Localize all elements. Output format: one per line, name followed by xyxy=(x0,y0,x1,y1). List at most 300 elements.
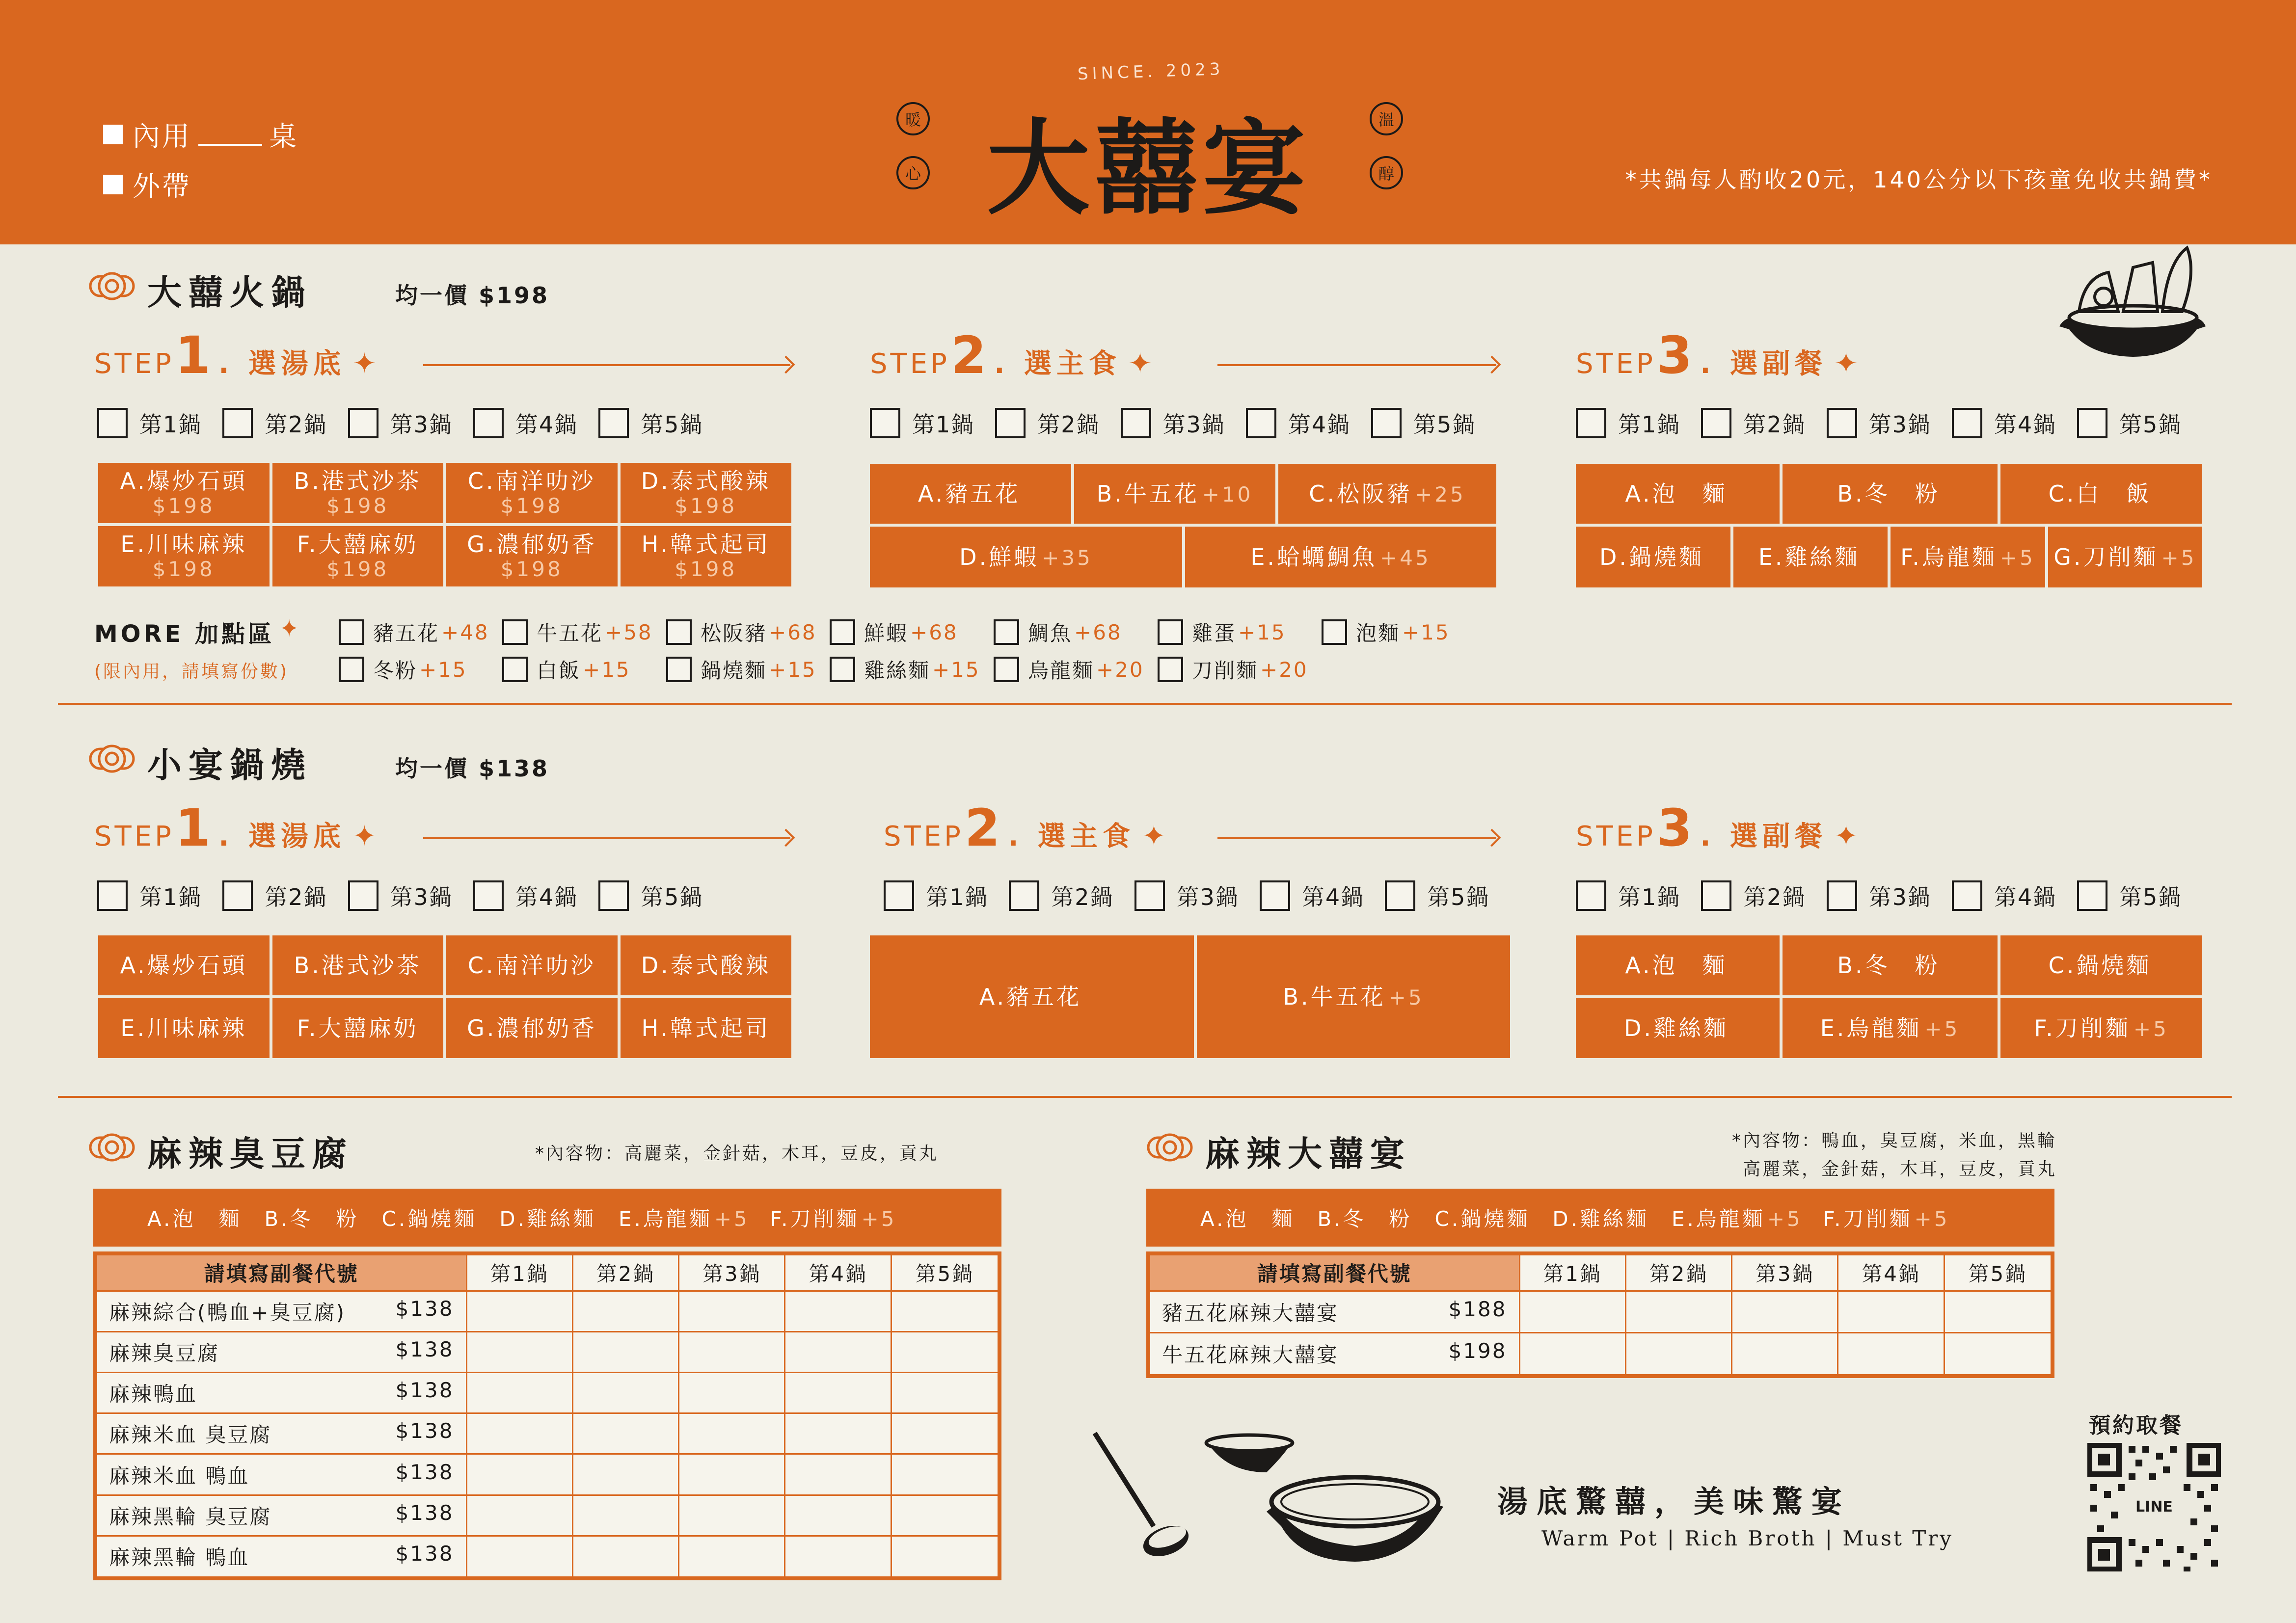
order-cell[interactable] xyxy=(679,1495,785,1536)
dish-name: 麻辣黑輪 臭豆腐 xyxy=(109,1504,272,1529)
pot-checkbox[interactable] xyxy=(97,407,202,439)
side-option[interactable] xyxy=(1891,527,2045,587)
pot-label: 第5鍋 xyxy=(2119,411,2182,438)
checkbox[interactable] xyxy=(1009,880,1039,911)
checkbox[interactable] xyxy=(1260,880,1290,911)
checkbox[interactable] xyxy=(473,408,504,438)
section-divider xyxy=(58,703,2232,705)
pot-label: 第5鍋 xyxy=(1427,884,1490,910)
step-number: 2 xyxy=(950,325,990,385)
pot-column-header: 第4鍋 xyxy=(785,1253,891,1291)
soup-option[interactable] xyxy=(272,526,444,586)
small-mains-grid xyxy=(870,935,1510,1058)
side-option[interactable] xyxy=(1733,527,1888,587)
order-cell[interactable] xyxy=(679,1372,785,1413)
dish-price: $188 xyxy=(1448,1297,1507,1321)
checkbox[interactable] xyxy=(598,408,629,438)
pot-checkbox[interactable] xyxy=(348,407,453,439)
order-cell[interactable] xyxy=(466,1413,572,1454)
pot-column-header: 第3鍋 xyxy=(1732,1253,1838,1291)
pot-checkbox[interactable] xyxy=(1385,879,1489,912)
main-option[interactable] xyxy=(1074,464,1275,524)
checkbox[interactable] xyxy=(994,657,1019,682)
side-option[interactable] xyxy=(1200,1203,1297,1232)
side-name: C.鍋燒麵 xyxy=(381,1207,477,1231)
side-name: A.泡 麵 xyxy=(1625,480,1728,507)
main-option[interactable] xyxy=(1185,527,1496,587)
dine-in-suffix: 桌 xyxy=(269,121,298,153)
main-name: D.鮮蝦 xyxy=(959,543,1039,570)
checkbox[interactable] xyxy=(995,408,1026,438)
addon-item[interactable] xyxy=(1158,655,1308,684)
side-name: D.鍋燒麵 xyxy=(1599,543,1704,570)
side-option[interactable] xyxy=(1576,935,1780,995)
order-cell[interactable] xyxy=(572,1536,678,1578)
addon-item[interactable] xyxy=(339,617,489,647)
order-cell[interactable] xyxy=(785,1413,891,1454)
hotpot-section-title: 大囍火鍋 xyxy=(147,272,312,313)
dine-in-option[interactable] xyxy=(103,115,298,154)
pot-label: 第1鍋 xyxy=(1618,884,1681,910)
main-option[interactable] xyxy=(1278,464,1496,524)
dish-cell xyxy=(95,1372,466,1413)
soup-option[interactable] xyxy=(621,998,792,1058)
dish-price: $138 xyxy=(395,1378,454,1403)
dish-name: 麻辣米血 鴨血 xyxy=(109,1463,250,1488)
dish-cell xyxy=(95,1413,466,1454)
qr-label: LINE xyxy=(2135,1498,2173,1516)
dish-price: $138 xyxy=(395,1460,454,1484)
side-option[interactable] xyxy=(1783,464,1998,524)
main-addon: +5 xyxy=(1388,985,1424,1010)
checkbox[interactable] xyxy=(97,408,128,438)
soup-option[interactable] xyxy=(98,463,270,523)
main-addon: +25 xyxy=(1415,482,1466,506)
order-cell[interactable] xyxy=(466,1536,572,1578)
side-option[interactable] xyxy=(2000,935,2202,995)
checkbox[interactable] xyxy=(1371,408,1402,438)
side-option[interactable] xyxy=(1435,1203,1532,1232)
brand-title: 大囍宴 xyxy=(986,107,1311,229)
pot-checkbox[interactable] xyxy=(598,407,703,439)
checkbox[interactable] xyxy=(666,619,692,645)
checkbox[interactable] xyxy=(1158,657,1183,682)
checkbox[interactable] xyxy=(2077,880,2107,911)
dish-cell xyxy=(1148,1332,1519,1376)
pot-checkbox[interactable] xyxy=(1827,407,1931,439)
table-row xyxy=(95,1291,999,1331)
order-cell[interactable] xyxy=(891,1291,999,1331)
pot-checkbox[interactable] xyxy=(97,879,202,912)
pot-label: 第1鍋 xyxy=(926,884,989,910)
pot-label: 第5鍋 xyxy=(641,884,703,910)
step-number: 1 xyxy=(175,798,214,858)
checkbox[interactable] xyxy=(830,657,855,682)
dine-in-label: 內用 xyxy=(133,121,191,153)
side-name: B.冬 粉 xyxy=(264,1207,359,1231)
takeout-checkbox[interactable] xyxy=(103,175,123,194)
pot-checkbox[interactable] xyxy=(2077,879,2182,912)
soup-option[interactable] xyxy=(446,998,618,1058)
soup-name: F.大囍麻奶 xyxy=(297,1014,419,1041)
addon-price: +68 xyxy=(910,620,958,644)
pot-label: 第3鍋 xyxy=(390,884,453,910)
checkbox[interactable] xyxy=(1322,619,1347,645)
side-option[interactable] xyxy=(147,1203,243,1232)
small-section-title: 小宴鍋燒 xyxy=(147,745,312,785)
dish-price: $198 xyxy=(1448,1339,1507,1363)
step-word: STEP xyxy=(94,348,174,380)
main-option[interactable] xyxy=(870,935,1194,1058)
soup-price: $198 xyxy=(326,557,389,581)
addon-item[interactable] xyxy=(502,617,653,647)
order-cell[interactable] xyxy=(1944,1291,2053,1332)
side-option[interactable] xyxy=(2000,998,2202,1058)
order-cell[interactable] xyxy=(891,1331,999,1372)
feast-contents-line1: *內容物：鴨血，臭豆腐，米血，黑輪 xyxy=(1731,1131,2057,1151)
hotpot-step3-heading xyxy=(1576,325,1861,385)
pot-checkbox[interactable] xyxy=(473,407,578,439)
pot-column-header: 第4鍋 xyxy=(1838,1253,1944,1291)
pot-label: 第1鍋 xyxy=(139,884,202,910)
side-option[interactable] xyxy=(1783,998,1998,1058)
dish-name: 麻辣黑輪 鴨血 xyxy=(109,1545,250,1570)
hotpot-mains-row2 xyxy=(870,527,1496,587)
step-word: STEP xyxy=(870,348,950,380)
seal-heart: 心 xyxy=(896,156,930,189)
pot-checkbox[interactable] xyxy=(1260,879,1364,912)
order-cell[interactable] xyxy=(572,1372,678,1413)
addon-name: 雞蛋 xyxy=(1192,621,1237,645)
order-cell[interactable] xyxy=(466,1495,572,1536)
checkbox[interactable] xyxy=(1701,880,1731,911)
dine-in-checkbox[interactable] xyxy=(103,125,123,144)
side-option[interactable] xyxy=(2048,527,2202,587)
checkbox[interactable] xyxy=(339,657,364,682)
addon-price: +15 xyxy=(769,657,817,682)
soup-option[interactable] xyxy=(98,526,270,586)
side-option[interactable] xyxy=(1672,1203,1803,1232)
step-word: STEP xyxy=(94,821,174,852)
pot-checkbox[interactable] xyxy=(2077,407,2182,439)
side-option[interactable] xyxy=(2000,464,2202,524)
side-option[interactable] xyxy=(619,1203,750,1232)
checkbox[interactable] xyxy=(1827,880,1857,911)
pot-checkbox[interactable] xyxy=(222,407,327,439)
hotpot-section-price: 均一價 $198 xyxy=(395,282,550,309)
pot-checkbox[interactable] xyxy=(1009,879,1113,912)
side-option[interactable] xyxy=(770,1203,897,1232)
pot-checkbox[interactable] xyxy=(1952,879,2056,912)
main-option[interactable] xyxy=(870,527,1182,587)
order-cell[interactable] xyxy=(785,1372,891,1413)
dish-price: $138 xyxy=(395,1500,454,1525)
addon-item[interactable] xyxy=(666,617,817,647)
soup-name: B.港式沙茶 xyxy=(294,952,422,979)
checkbox[interactable] xyxy=(1246,408,1276,438)
order-cell[interactable] xyxy=(466,1291,572,1331)
table-number-field[interactable] xyxy=(198,123,262,146)
soup-option[interactable] xyxy=(272,463,444,523)
soup-name: E.川味麻辣 xyxy=(120,531,247,558)
pot-checkbox[interactable] xyxy=(1371,407,1476,439)
order-cell[interactable] xyxy=(572,1413,678,1454)
order-cell[interactable] xyxy=(785,1536,891,1578)
dish-name: 麻辣臭豆腐 xyxy=(109,1341,220,1365)
table-row xyxy=(95,1495,999,1536)
small-step3-pots xyxy=(1576,879,2202,912)
checkbox[interactable] xyxy=(598,880,629,911)
addon-item[interactable] xyxy=(994,655,1144,684)
step-label: . 選主食 xyxy=(1008,821,1135,852)
order-cell[interactable] xyxy=(1625,1291,1731,1332)
order-cell[interactable] xyxy=(1519,1332,1625,1376)
pot-label: 第3鍋 xyxy=(1162,411,1225,438)
soup-name: G.濃郁奶香 xyxy=(467,1014,597,1041)
pot-label: 第1鍋 xyxy=(912,411,975,438)
pot-checkbox[interactable] xyxy=(1701,879,1806,912)
order-cell[interactable] xyxy=(785,1495,891,1536)
addon-price: +15 xyxy=(419,657,467,682)
pot-checkbox[interactable] xyxy=(1827,879,1931,912)
code-header: 請填寫副餐代號 xyxy=(1148,1253,1519,1291)
side-option[interactable] xyxy=(1317,1203,1414,1232)
checkbox[interactable] xyxy=(2077,408,2107,438)
order-cell[interactable] xyxy=(466,1372,572,1413)
pot-checkbox[interactable] xyxy=(598,879,703,912)
soup-option[interactable] xyxy=(272,935,444,995)
dish-price: $138 xyxy=(395,1542,454,1566)
order-cell[interactable] xyxy=(1838,1332,1944,1376)
side-option[interactable] xyxy=(1576,464,1780,524)
pot-checkbox[interactable] xyxy=(1952,407,2056,439)
main-option[interactable] xyxy=(870,464,1071,524)
side-option[interactable] xyxy=(1552,1203,1651,1232)
order-cell[interactable] xyxy=(785,1454,891,1495)
side-option[interactable] xyxy=(382,1203,479,1232)
addon-item[interactable] xyxy=(830,617,958,647)
addon-price: +15 xyxy=(932,657,980,682)
order-cell[interactable] xyxy=(1732,1332,1838,1376)
dish-price: $138 xyxy=(395,1419,454,1443)
seal-warm: 暖 xyxy=(896,102,930,135)
soup-option[interactable] xyxy=(621,463,792,523)
addon-name: 鍋燒麵 xyxy=(701,659,767,683)
step-word: STEP xyxy=(1576,348,1656,380)
addon-name: 泡麵 xyxy=(1356,621,1401,645)
dish-name: 牛五花麻辣大囍宴 xyxy=(1162,1343,1339,1367)
checkbox[interactable] xyxy=(222,408,253,438)
addon-price: +20 xyxy=(1096,657,1144,682)
checkbox[interactable] xyxy=(994,619,1019,645)
order-cell[interactable] xyxy=(572,1495,678,1536)
addon-item[interactable] xyxy=(502,655,631,684)
small-step2-heading xyxy=(884,798,1169,858)
pot-checkbox[interactable] xyxy=(1576,407,1680,439)
addon-name: 鯛魚 xyxy=(1028,621,1073,645)
side-addon: +5 xyxy=(2161,545,2197,570)
checkbox[interactable] xyxy=(502,657,528,682)
tofu-contents-note: *內容物：高麗菜，金針菇，木耳，豆皮，貢丸 xyxy=(535,1144,939,1164)
checkbox[interactable] xyxy=(222,880,253,911)
soup-option[interactable] xyxy=(621,935,792,995)
checkbox[interactable] xyxy=(348,408,378,438)
pot-checkbox[interactable] xyxy=(1121,407,1225,439)
checkbox[interactable] xyxy=(830,619,855,645)
hotpot-step3-pots xyxy=(1576,407,2202,439)
checkbox[interactable] xyxy=(1576,880,1606,911)
soup-name: A.爆炒石頭 xyxy=(120,467,247,494)
dish-price: $138 xyxy=(395,1296,454,1321)
order-cell[interactable] xyxy=(891,1413,999,1454)
checkbox[interactable] xyxy=(1385,880,1415,911)
addon-price: +20 xyxy=(1260,657,1308,682)
qr-code-icon[interactable] xyxy=(2087,1443,2221,1571)
checkbox[interactable] xyxy=(1827,408,1857,438)
order-cell[interactable] xyxy=(679,1413,785,1454)
order-cell[interactable] xyxy=(679,1331,785,1372)
side-option[interactable] xyxy=(1823,1203,1950,1232)
side-option[interactable] xyxy=(1576,527,1730,587)
soup-option[interactable] xyxy=(621,526,792,586)
pot-checkbox[interactable] xyxy=(1246,407,1351,439)
order-cell[interactable] xyxy=(466,1331,572,1372)
main-option[interactable] xyxy=(1197,935,1510,1058)
side-name: C.鍋燒麵 xyxy=(1434,1207,1530,1231)
soup-option[interactable] xyxy=(272,998,444,1058)
checkbox[interactable] xyxy=(348,880,378,911)
tofu-sides-bar xyxy=(93,1189,1001,1247)
order-cell[interactable] xyxy=(1519,1291,1625,1332)
feast-sides-bar xyxy=(1146,1189,2054,1247)
side-name: D.雞絲麵 xyxy=(1552,1207,1649,1231)
addon-item[interactable] xyxy=(666,655,817,684)
order-cell[interactable] xyxy=(679,1536,785,1578)
main-name: C.松阪豬 xyxy=(1309,480,1412,507)
checkbox[interactable] xyxy=(1952,408,1982,438)
order-cell[interactable] xyxy=(572,1291,678,1331)
order-cell[interactable] xyxy=(1625,1332,1731,1376)
order-cell[interactable] xyxy=(785,1331,891,1372)
side-name: D.雞絲麵 xyxy=(1623,1014,1729,1041)
addon-item[interactable] xyxy=(994,617,1122,647)
checkbox[interactable] xyxy=(884,880,914,911)
checkbox[interactable] xyxy=(97,880,128,911)
checkbox[interactable] xyxy=(473,880,504,911)
soup-option[interactable] xyxy=(98,998,270,1058)
side-name: A.泡 麵 xyxy=(1200,1207,1295,1231)
soup-name: A.爆炒石頭 xyxy=(120,952,247,979)
checkbox[interactable] xyxy=(1701,408,1731,438)
soup-name: F.大囍麻奶 xyxy=(297,531,419,558)
pot-checkbox[interactable] xyxy=(348,879,453,912)
order-cell[interactable] xyxy=(572,1454,678,1495)
side-name: D.雞絲麵 xyxy=(499,1207,596,1231)
order-cell[interactable] xyxy=(891,1454,999,1495)
side-option[interactable] xyxy=(499,1203,598,1232)
main-addon: +45 xyxy=(1380,545,1431,570)
soup-option[interactable] xyxy=(446,526,618,586)
order-cell[interactable] xyxy=(1944,1332,2053,1376)
side-name: B.冬 粉 xyxy=(1317,1207,1412,1231)
side-name: E.雞絲麵 xyxy=(1758,543,1860,570)
addon-name: 牛五花 xyxy=(537,621,603,645)
checkbox[interactable] xyxy=(502,619,528,645)
pot-checkbox[interactable] xyxy=(1134,879,1239,912)
side-name: E.烏龍麵 xyxy=(1671,1207,1765,1231)
hotpot-illustration xyxy=(2050,243,2212,375)
order-cell[interactable] xyxy=(679,1454,785,1495)
order-cell[interactable] xyxy=(466,1454,572,1495)
order-cell[interactable] xyxy=(572,1331,678,1372)
pot-checkbox[interactable] xyxy=(1576,879,1680,912)
checkbox[interactable] xyxy=(1134,880,1165,911)
seal-mild: 溫 xyxy=(1370,102,1403,135)
soup-option[interactable] xyxy=(98,935,270,995)
addon-item[interactable] xyxy=(1322,617,1450,647)
takeout-option[interactable] xyxy=(103,165,191,204)
checkbox[interactable] xyxy=(1121,408,1151,438)
side-addon: +5 xyxy=(714,1207,750,1231)
order-cell[interactable] xyxy=(1732,1291,1838,1332)
sparkle-icon: ✦ xyxy=(279,615,302,642)
pot-checkbox[interactable] xyxy=(1701,407,1806,439)
addon-item[interactable] xyxy=(339,655,467,684)
order-cell[interactable] xyxy=(679,1291,785,1331)
checkbox[interactable] xyxy=(870,408,900,438)
table-row xyxy=(1148,1291,2053,1332)
pot-label: 第3鍋 xyxy=(1868,411,1931,438)
pot-label: 第1鍋 xyxy=(139,411,202,438)
order-cell[interactable] xyxy=(785,1291,891,1331)
sparkle-icon: ✦ xyxy=(352,346,379,380)
pot-checkbox[interactable] xyxy=(222,879,327,912)
table-row xyxy=(95,1536,999,1578)
pot-checkbox[interactable] xyxy=(995,407,1100,439)
order-cell[interactable] xyxy=(891,1372,999,1413)
pot-column-header: 第2鍋 xyxy=(572,1253,678,1291)
side-option[interactable] xyxy=(1576,998,1780,1058)
checkbox[interactable] xyxy=(339,619,364,645)
side-option[interactable] xyxy=(264,1203,361,1232)
table-row xyxy=(95,1331,999,1372)
soup-price: $198 xyxy=(500,493,563,518)
order-cell[interactable] xyxy=(1838,1291,1944,1332)
pot-checkbox[interactable] xyxy=(884,879,988,912)
dish-cell xyxy=(95,1536,466,1578)
pot-column-header: 第1鍋 xyxy=(1519,1253,1625,1291)
soup-option[interactable] xyxy=(446,935,618,995)
soup-option[interactable] xyxy=(446,463,618,523)
pot-checkbox[interactable] xyxy=(870,407,974,439)
order-cell[interactable] xyxy=(891,1536,999,1578)
since-label: SINCE. 2023 xyxy=(1077,59,1225,84)
checkbox[interactable] xyxy=(666,657,692,682)
checkbox[interactable] xyxy=(1158,619,1183,645)
side-name: B.冬 粉 xyxy=(1837,952,1940,979)
side-name: C.白 飯 xyxy=(2048,480,2152,507)
side-option[interactable] xyxy=(1783,935,1998,995)
soup-price: $198 xyxy=(152,493,215,518)
checkbox[interactable] xyxy=(1952,880,1982,911)
soup-price: $198 xyxy=(152,557,215,581)
addon-item[interactable] xyxy=(830,655,980,684)
checkbox[interactable] xyxy=(1576,408,1606,438)
addon-name: 鮮蝦 xyxy=(864,621,909,645)
pot-checkbox[interactable] xyxy=(473,879,578,912)
order-cell[interactable] xyxy=(891,1495,999,1536)
addon-item[interactable] xyxy=(1158,617,1286,647)
